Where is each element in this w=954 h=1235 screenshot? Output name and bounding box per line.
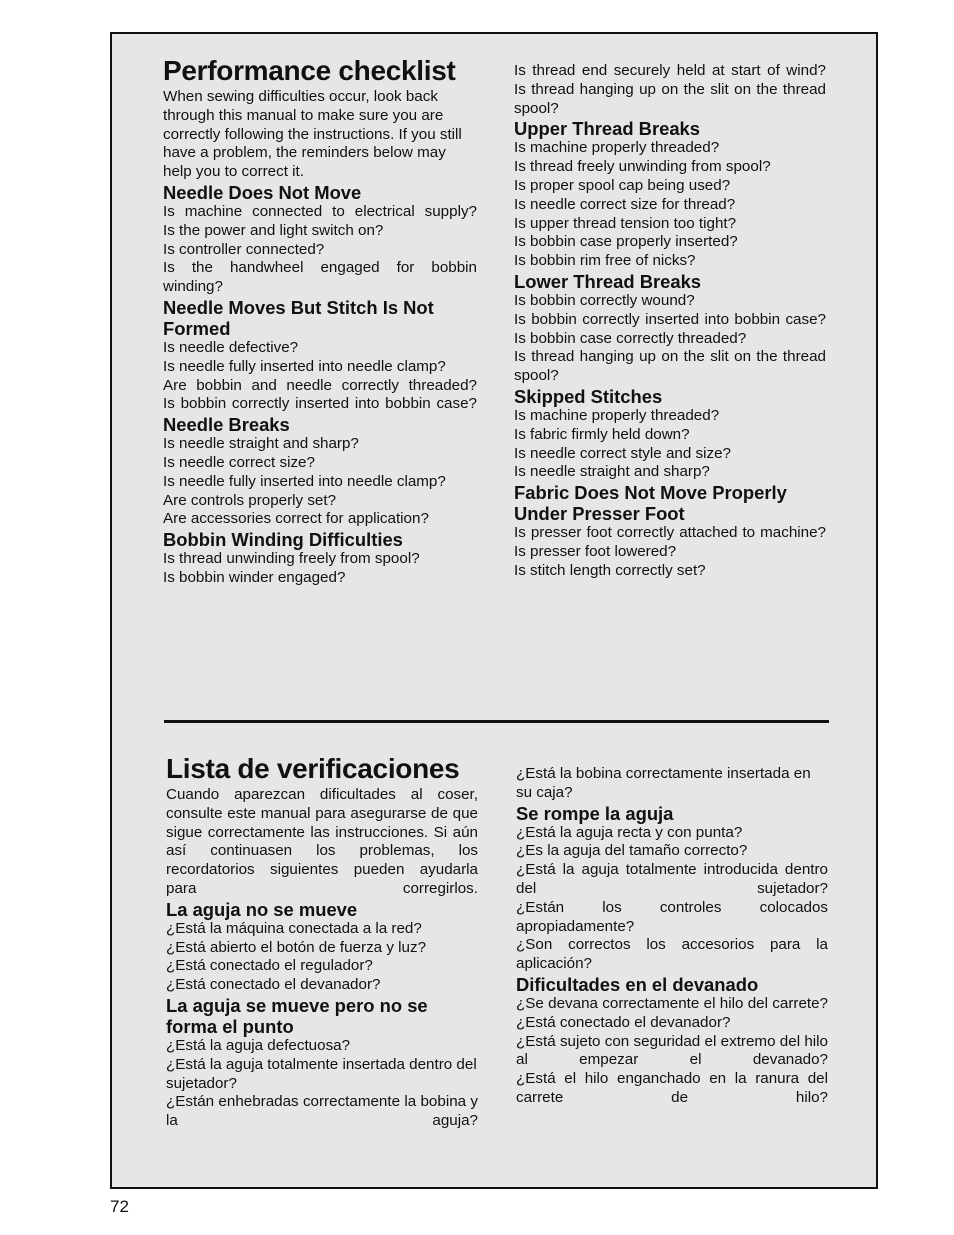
list-item: Is thread freely unwinding from spool? [514, 158, 771, 176]
heading-needle-moves-not-formed: Needle Moves But Stitch Is Not Formed [163, 296, 434, 339]
list-item: Is the power and light switch on? [163, 221, 384, 239]
list-item: Is needle correct style and size? [514, 444, 731, 462]
intro-spanish: Cuando aparezcan dificultades al coser, consulte este manual para asegurarse de que sigue correctamente las instrucciones. Si aún así continuasen los problemas, los recordatorios siguientes pueden ayudarla para corregirlos. [166, 786, 478, 897]
list-item: ¿Está el hilo enganchado en la ranura del carrete de hilo? [516, 1070, 828, 1106]
list-item: Is presser foot correctly attached to machine? [514, 524, 826, 542]
heading-se-rompe-la-aguja: Se rompe la aguja [516, 802, 674, 824]
list-item: Is needle straight and sharp? [514, 463, 710, 481]
list-item: Are accessories correct for application? [163, 510, 429, 528]
list-item: Is thread hanging up on the slit on the thread spool? [514, 348, 826, 385]
list-item: ¿Está la bobina correctamente insertada en su caja? [516, 765, 811, 801]
english-left-column [163, 54, 477, 588]
list-item: Is bobbin rim free of nicks? [514, 252, 696, 270]
heading-lower-thread-breaks: Lower Thread Breaks [514, 270, 702, 292]
list-item: ¿Está la máquina conectada a la red? [166, 919, 422, 937]
page-title-spanish: Lista de verificaciones [166, 753, 460, 784]
spanish-left-column [166, 752, 478, 1131]
list-item: ¿Está la aguja totalmente insertada dentro del sujetador? [166, 1055, 477, 1092]
list-item: ¿Están enhebradas correctamente la bobina y la aguja? [166, 1093, 478, 1130]
list-item: ¿Se devana correctamente el hilo del carrete? [516, 994, 828, 1012]
list-item: Is the handwheel engaged for bobbin winding? [163, 259, 477, 296]
list-item: Is needle fully inserted into needle clamp? [163, 472, 446, 490]
list-item: Is machine connected to electrical supply? [163, 202, 477, 220]
list-item: Is bobbin correctly inserted into bobbin case? [163, 395, 477, 413]
list-item: Is machine properly threaded? [514, 406, 720, 424]
list-item: ¿Está abierto el botón de fuerza y luz? [166, 938, 427, 956]
heading-upper-thread-breaks: Upper Thread Breaks [514, 118, 701, 140]
list-item: Is thread unwinding freely from spool? [163, 550, 420, 568]
list-item: ¿Está conectado el devanador? [516, 1013, 731, 1031]
list-item: Is machine properly threaded? [514, 139, 720, 157]
section-divider [164, 720, 829, 723]
list-item: Is needle correct size for thread? [514, 195, 736, 213]
heading-skipped-stitches: Skipped Stitches [514, 385, 663, 407]
heading-aguja-no-se-mueve: La aguja no se mueve [166, 898, 358, 920]
list-item: Is presser foot lowered? [514, 542, 677, 560]
spanish-right-column [516, 765, 828, 1108]
list-item: Is needle straight and sharp? [163, 435, 359, 453]
page-number: 72 [110, 1197, 129, 1216]
intro-english: When sewing difficulties occur, look back through this manual to make sure you are correctly following the instructions. If you still have a problem, the reminders below may help you to correct it. [163, 88, 462, 181]
page-title-english: Performance checklist [163, 55, 456, 86]
list-item: Is controller connected? [163, 240, 325, 258]
list-item: ¿Está conectado el devanador? [166, 976, 381, 994]
list-item: ¿Está la aguja recta y con punta? [516, 823, 743, 841]
list-item: Is bobbin case correctly threaded? [514, 329, 747, 347]
heading-bobbin-winding: Bobbin Winding Difficulties [163, 529, 403, 551]
list-item: Is stitch length correctly set? [514, 561, 706, 579]
list-item: Is thread end securely held at start of wind? [514, 62, 826, 79]
heading-dificultades-devanado: Dificultades en el devanado [516, 973, 759, 995]
list-item: ¿Están los controles colocados apropiadamente? [516, 898, 828, 935]
list-item: Are bobbin and needle correctly threaded? [163, 376, 477, 394]
list-item: ¿Está sujeto con seguridad el extremo del hilo al empezar el devanado? [516, 1032, 828, 1069]
heading-needle-does-not-move: Needle Does Not Move [163, 181, 362, 203]
list-item: Is needle correct size? [163, 453, 315, 471]
list-item: Is fabric firmly held down? [514, 425, 690, 443]
list-item: ¿Está conectado el regulador? [166, 957, 373, 975]
list-item: Is needle fully inserted into needle clamp? [163, 357, 446, 375]
heading-aguja-mueve-no-forma: La aguja se mueve pero no se forma el punto [166, 994, 428, 1037]
english-right-column [514, 62, 826, 581]
list-item: Is bobbin correctly wound? [514, 291, 695, 309]
list-item: Is upper thread tension too tight? [514, 214, 737, 232]
heading-fabric-does-not-move: Fabric Does Not Move Properly Under Presser Foot [514, 482, 787, 525]
list-item: Is bobbin case properly inserted? [514, 233, 738, 251]
list-item: ¿Es la aguja del tamaño correcto? [516, 842, 748, 860]
list-item: Is thread hanging up on the slit on the thread spool? [514, 80, 826, 117]
list-item: Is bobbin winder engaged? [163, 568, 346, 586]
list-item: Is needle defective? [163, 338, 299, 356]
heading-needle-breaks: Needle Breaks [163, 414, 290, 436]
list-item: ¿Son correctos los accesorios para la aplicación? [516, 936, 828, 973]
list-item: ¿Está la aguja defectuosa? [166, 1036, 351, 1054]
list-item: ¿Está la aguja totalmente introducida dentro del sujetador? [516, 861, 828, 897]
list-item: Is bobbin correctly inserted into bobbin case? [514, 310, 826, 328]
list-item: Are controls properly set? [163, 491, 337, 509]
list-item: Is proper spool cap being used? [514, 176, 731, 194]
